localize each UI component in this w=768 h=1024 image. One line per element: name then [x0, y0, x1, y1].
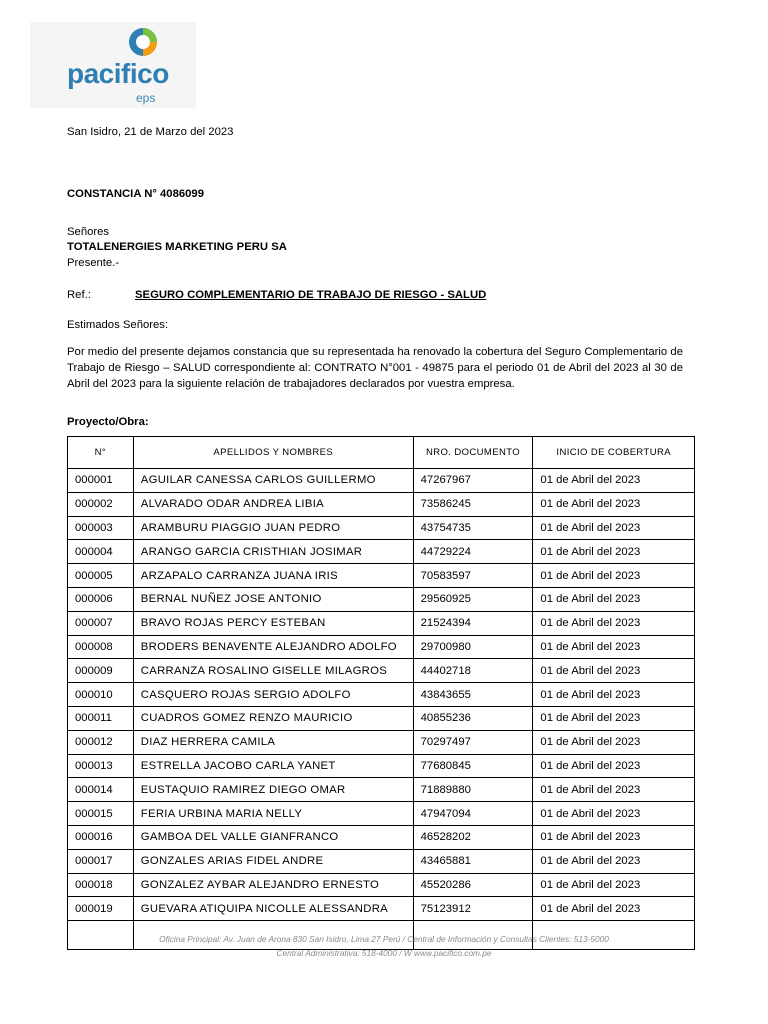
document-cell: 73586245: [413, 492, 533, 516]
document-cell: 29560925: [413, 587, 533, 611]
number-cell: 000001: [68, 469, 134, 493]
coverage-start-cell: 01 de Abril del 2023: [533, 611, 695, 635]
name-cell: ARANGO GARCIA CRISTHIAN JOSIMAR: [133, 540, 413, 564]
document-cell: 43754735: [413, 516, 533, 540]
document-cell: 44402718: [413, 659, 533, 683]
coverage-start-cell: 01 de Abril del 2023: [533, 849, 695, 873]
table-row: [68, 469, 695, 493]
number-cell: 000009: [68, 659, 134, 683]
brand-name: pacifico: [67, 58, 169, 89]
company-name: TOTALENERGIES MARKETING PERU SA: [67, 241, 287, 253]
coverage-start-cell: 01 de Abril del 2023: [533, 469, 695, 493]
name-cell: GAMBOA DEL VALLE GIANFRANCO: [133, 825, 413, 849]
place-date: San Isidro, 21 de Marzo del 2023: [67, 126, 234, 138]
document-cell: 21524394: [413, 611, 533, 635]
header-document: NRO. DOCUMENTO: [413, 437, 533, 469]
document-cell: 43465881: [413, 849, 533, 873]
document-cell: 70583597: [413, 564, 533, 588]
coverage-start-cell: 01 de Abril del 2023: [533, 516, 695, 540]
coverage-start-cell: 01 de Abril del 2023: [533, 492, 695, 516]
table-header-row: [68, 437, 695, 469]
body-paragraph: Por medio del presente dejamos constancia que su representada ha renovado la cobertura del Seguro Complementario de Trabajo de Riesgo – SALUD correspondiente al: CONTRATO N°001 - 49875 para el periodo 01 de Abril del 2023 al 30 de Abril del 2023 para la siguiente relación de trabajadores declarados por vuestra empresa.: [67, 346, 683, 390]
table-row: [68, 825, 695, 849]
table-row: [68, 611, 695, 635]
coverage-start-cell: 01 de Abril del 2023: [533, 587, 695, 611]
table-row: [68, 635, 695, 659]
coverage-start-cell: 01 de Abril del 2023: [533, 564, 695, 588]
name-cell: CARRANZA ROSALINO GISELLE MILAGROS: [133, 659, 413, 683]
document-cell: 77680845: [413, 754, 533, 778]
number-cell: 000017: [68, 849, 134, 873]
document-cell: 29700980: [413, 635, 533, 659]
table-row: [68, 873, 695, 897]
document-cell: 43843655: [413, 683, 533, 707]
name-cell: GUEVARA ATIQUIPA NICOLLE ALESSANDRA: [133, 897, 413, 921]
name-cell: ALVARADO ODAR ANDREA LIBIA: [133, 492, 413, 516]
document-cell: 71889880: [413, 778, 533, 802]
coverage-start-cell: 01 de Abril del 2023: [533, 706, 695, 730]
header-number: N°: [68, 437, 134, 469]
presente: Presente.-: [67, 257, 120, 269]
coverage-start-cell: 01 de Abril del 2023: [533, 897, 695, 921]
footer-line-2: Central Administrativa: 518-4000 / W www.pacifico.com.pe: [276, 948, 492, 958]
number-cell: 000012: [68, 730, 134, 754]
ref-text: SEGURO COMPLEMENTARIO DE TRABAJO DE RIESGO - SALUD: [135, 289, 487, 301]
document-cell: 45520286: [413, 873, 533, 897]
table-row: [68, 849, 695, 873]
name-cell: BERNAL NUÑEZ JOSE ANTONIO: [133, 587, 413, 611]
name-cell: EUSTAQUIO RAMIREZ DIEGO OMAR: [133, 778, 413, 802]
greeting: Estimados Señores:: [67, 319, 169, 331]
header-coverage-start: INICIO DE COBERTURA: [533, 437, 695, 469]
name-cell: ESTRELLA JACOBO CARLA YANET: [133, 754, 413, 778]
coverage-start-cell: 01 de Abril del 2023: [533, 825, 695, 849]
name-cell: CUADROS GOMEZ RENZO MAURICIO: [133, 706, 413, 730]
coverage-start-cell: 01 de Abril del 2023: [533, 730, 695, 754]
name-cell: AGUILAR CANESSA CARLOS GUILLERMO: [133, 469, 413, 493]
ref-label: Ref.:: [67, 289, 91, 301]
name-cell: DIAZ HERRERA CAMILA: [133, 730, 413, 754]
name-cell: GONZALES ARIAS FIDEL ANDRE: [133, 849, 413, 873]
table-row: [68, 540, 695, 564]
number-cell: 000008: [68, 635, 134, 659]
table-row: [68, 492, 695, 516]
table-row: [68, 802, 695, 826]
coverage-start-cell: 01 de Abril del 2023: [533, 802, 695, 826]
number-cell: 000019: [68, 897, 134, 921]
number-cell: 000005: [68, 564, 134, 588]
name-cell: ARAMBURU PIAGGIO JUAN PEDRO: [133, 516, 413, 540]
table-row: [68, 659, 695, 683]
number-cell: 000006: [68, 587, 134, 611]
table-row: [68, 587, 695, 611]
number-cell: 000015: [68, 802, 134, 826]
document-cell: 46528202: [413, 825, 533, 849]
number-cell: 000016: [68, 825, 134, 849]
table-row: [68, 730, 695, 754]
table-row: [68, 754, 695, 778]
document-cell: 47267967: [413, 469, 533, 493]
number-cell: 000010: [68, 683, 134, 707]
number-cell: 000011: [68, 706, 134, 730]
number-cell: 000018: [68, 873, 134, 897]
table-row: [68, 683, 695, 707]
project-label: Proyecto/Obra:: [67, 416, 149, 428]
table-row: [68, 897, 695, 921]
pacifico-logo-mark-icon: [128, 27, 158, 57]
table-row: [68, 516, 695, 540]
document-cell: 44729224: [413, 540, 533, 564]
brand-sub: eps: [136, 91, 156, 105]
number-cell: 000013: [68, 754, 134, 778]
number-cell: 000004: [68, 540, 134, 564]
document-cell: 47947094: [413, 802, 533, 826]
coverage-start-cell: 01 de Abril del 2023: [533, 683, 695, 707]
document-cell: 40855236: [413, 706, 533, 730]
constancia-number: CONSTANCIA N° 4086099: [67, 188, 204, 200]
coverage-start-cell: 01 de Abril del 2023: [533, 873, 695, 897]
header-names: APELLIDOS Y NOMBRES: [133, 437, 413, 469]
salutation: Señores: [67, 226, 110, 238]
document-cell: 75123912: [413, 897, 533, 921]
name-cell: BRAVO ROJAS PERCY ESTEBAN: [133, 611, 413, 635]
name-cell: CASQUERO ROJAS SERGIO ADOLFO: [133, 683, 413, 707]
coverage-start-cell: 01 de Abril del 2023: [533, 635, 695, 659]
table-row: [68, 778, 695, 802]
number-cell: 000003: [68, 516, 134, 540]
workers-table: [67, 436, 695, 950]
table-row: [68, 706, 695, 730]
name-cell: FERIA URBINA MARIA NELLY: [133, 802, 413, 826]
name-cell: GONZALEZ AYBAR ALEJANDRO ERNESTO: [133, 873, 413, 897]
number-cell: 000014: [68, 778, 134, 802]
document-cell: 70297497: [413, 730, 533, 754]
coverage-start-cell: 01 de Abril del 2023: [533, 754, 695, 778]
coverage-start-cell: 01 de Abril del 2023: [533, 659, 695, 683]
name-cell: ARZAPALO CARRANZA JUANA IRIS: [133, 564, 413, 588]
name-cell: BRODERS BENAVENTE ALEJANDRO ADOLFO: [133, 635, 413, 659]
number-cell: 000002: [68, 492, 134, 516]
table-row: [68, 564, 695, 588]
coverage-start-cell: 01 de Abril del 2023: [533, 778, 695, 802]
footer-line-1: Oficina Principal: Av. Juan de Arona 830 San Isidro, Lima 27 Perú / Central de Información y Consultas Clientes: 513-5000: [159, 934, 609, 944]
coverage-start-cell: 01 de Abril del 2023: [533, 540, 695, 564]
number-cell: 000007: [68, 611, 134, 635]
